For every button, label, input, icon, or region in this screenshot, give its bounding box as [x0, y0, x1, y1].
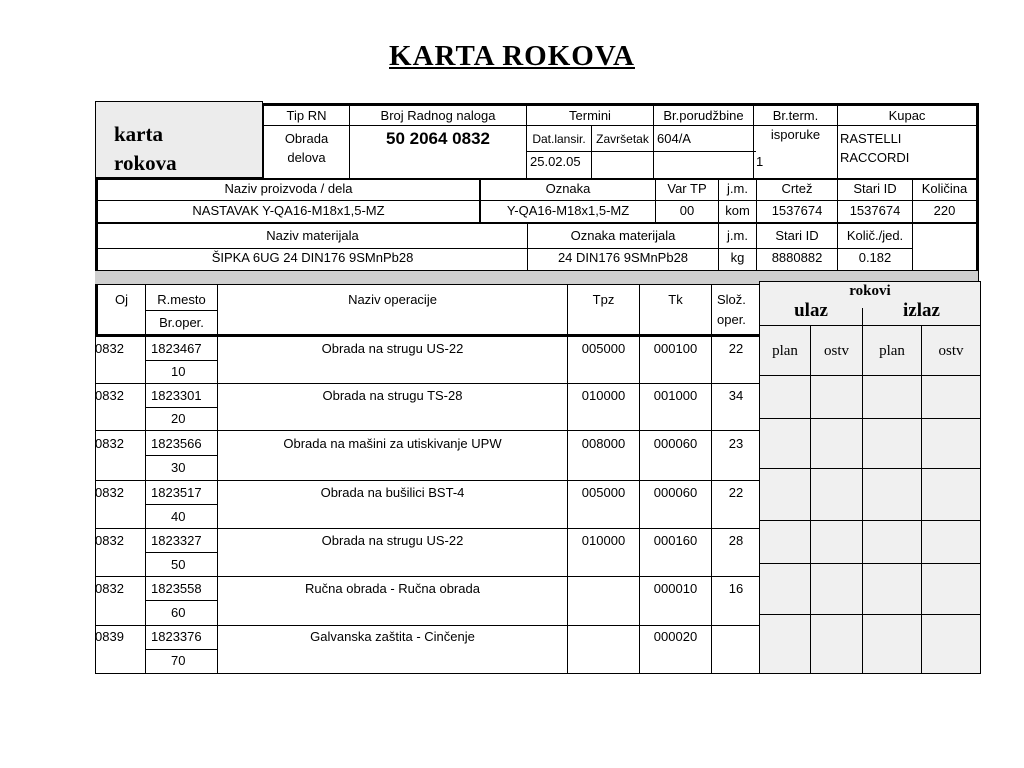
card-label [95, 101, 263, 178]
col-broper: Br.oper. [159, 315, 204, 330]
op5-rmesto: 1823327 [151, 533, 202, 548]
broj-naloga-label: Broj Radnog naloga [380, 108, 496, 123]
zavrsetak-label: Završetak [596, 132, 649, 146]
naziv-materijala-label: Naziv materijala [266, 228, 359, 243]
naziv-materijala-value: ŠIPKA 6UG 24 DIN176 9SMnPb28 [211, 250, 414, 265]
op2-tpz: 010000 [581, 388, 626, 403]
op3-tk: 000060 [653, 436, 698, 451]
op2-oj: 0832 [95, 388, 124, 403]
oznaka-value: Y-QA16-M18x1,5-MZ [506, 203, 630, 218]
op5-tk: 000160 [653, 533, 698, 548]
card-label-line2: rokova [114, 151, 177, 175]
op1-broper: 10 [171, 364, 186, 379]
tip-rn-value-1: Obrada [284, 131, 329, 146]
col-tpz: Tpz [592, 292, 615, 307]
jm-value: kom [725, 203, 750, 218]
op2-sloz: 34 [728, 388, 744, 403]
op3-broper: 30 [171, 460, 186, 475]
op3-rmesto: 1823566 [151, 436, 202, 451]
crtez-label: Crtež [781, 181, 813, 196]
op7-broper: 70 [171, 653, 186, 668]
material-stari-id-label: Stari ID [775, 228, 819, 243]
rokovi-ulaz: ulaz [794, 301, 828, 321]
br-term-value: 1 [756, 154, 764, 169]
op7-naziv: Galvanska zaštita - Cinčenje [310, 629, 475, 644]
var-tp-value: 00 [679, 203, 695, 218]
op3-naziv: Obrada na mašini za utiskivanje UPW [283, 436, 502, 451]
op5-sloz: 28 [728, 533, 744, 548]
rokovi-plan-ulaz: plan [772, 343, 798, 359]
br-term-label-2: isporuke [770, 127, 821, 142]
col-sloz-1: Slož. [717, 292, 746, 307]
op7-tk: 000020 [653, 629, 698, 644]
kupac-value-1: RASTELLI [840, 131, 902, 146]
op5-broper: 50 [171, 557, 186, 572]
op5-tpz: 010000 [581, 533, 626, 548]
op1-rmesto: 1823467 [151, 341, 202, 356]
material-jm-value: kg [730, 250, 745, 265]
crtez-value: 1537674 [771, 203, 823, 218]
op6-naziv: Ručna obrada - Ručna obrada [305, 581, 480, 596]
rokovi-ostv-izlaz: ostv [938, 343, 964, 359]
rokovi-izlaz: izlaz [903, 301, 940, 321]
op5-naziv: Obrada na strugu US-22 [321, 533, 464, 548]
material-stari-id-value: 8880882 [771, 250, 823, 265]
op7-rmesto: 1823376 [151, 629, 202, 644]
kolic-jed-label: Količ./jed. [846, 228, 904, 243]
op7-oj: 0839 [95, 629, 124, 644]
naziv-proizvoda-label: Naziv proizvoda / dela [224, 181, 353, 196]
stari-id-value: 1537674 [849, 203, 901, 218]
dat-lansir-value: 25.02.05 [530, 154, 581, 169]
page-title: KARTA ROKOVA [389, 40, 635, 72]
col-sloz-2: oper. [717, 312, 746, 327]
var-tp-label: Var TP [667, 181, 707, 196]
op6-rmesto: 1823558 [151, 581, 202, 596]
rokovi-background [759, 281, 981, 674]
op4-rmesto: 1823517 [151, 485, 202, 500]
op5-oj: 0832 [95, 533, 124, 548]
op3-sloz: 23 [728, 436, 744, 451]
kolicina-value: 220 [933, 203, 956, 218]
broj-naloga-value: 50 2064 0832 [386, 131, 490, 147]
kolic-jed-value: 0.182 [858, 250, 892, 265]
card-label-line1: karta [114, 122, 163, 146]
tip-rn-value-2: delova [287, 150, 326, 165]
termini-label: Termini [569, 108, 611, 123]
stari-id-label: Stari ID [853, 181, 897, 196]
col-rmesto: R.mesto [157, 292, 206, 307]
op4-oj: 0832 [95, 485, 124, 500]
br-term-label-1: Br.term. [772, 108, 819, 123]
op4-tpz: 005000 [581, 485, 626, 500]
op4-naziv: Obrada na bušilici BST-4 [320, 485, 465, 500]
op1-tk: 000100 [653, 341, 698, 356]
naziv-proizvoda-value: NASTAVAK Y-QA16-M18x1,5-MZ [192, 203, 385, 218]
op4-sloz: 22 [728, 485, 744, 500]
kolicina-label: Količina [921, 181, 968, 196]
rokovi-ostv-ulaz: ostv [823, 343, 849, 359]
op3-oj: 0832 [95, 436, 124, 451]
br-porudzbine-label: Br.porudžbine [663, 108, 744, 123]
material-jm-label: j.m. [727, 228, 748, 243]
op6-broper: 60 [171, 605, 186, 620]
op3-tpz: 008000 [581, 436, 626, 451]
op6-tk: 000010 [653, 581, 698, 596]
tip-rn-label: Tip RN [286, 108, 327, 123]
op1-oj: 0832 [95, 341, 124, 356]
kupac-label: Kupac [888, 108, 926, 123]
op1-tpz: 005000 [581, 341, 626, 356]
op1-naziv: Obrada na strugu US-22 [321, 341, 464, 356]
op4-broper: 40 [171, 509, 186, 524]
col-naziv-operacije: Naziv operacije [348, 292, 437, 307]
op1-sloz: 22 [728, 341, 744, 356]
col-tk: Tk [668, 292, 683, 307]
br-porudzbine-value: 604/A [657, 131, 691, 146]
op6-oj: 0832 [95, 581, 124, 596]
dat-lansir-label: Dat.lansir. [532, 132, 586, 146]
oznaka-materijala-value: 24 DIN176 9SMnPb28 [557, 250, 689, 265]
oznaka-label: Oznaka [545, 181, 591, 196]
jm-label: j.m. [727, 181, 748, 196]
op2-broper: 20 [171, 411, 186, 426]
rokovi-title: rokovi [849, 283, 891, 299]
kupac-value-2: RACCORDI [840, 150, 910, 165]
col-oj: Oj [115, 292, 128, 307]
rokovi-plan-izlaz: plan [879, 343, 905, 359]
op4-tk: 000060 [653, 485, 698, 500]
op2-rmesto: 1823301 [151, 388, 202, 403]
op6-sloz: 16 [728, 581, 744, 596]
op2-tk: 001000 [653, 388, 698, 403]
oznaka-materijala-label: Oznaka materijala [570, 228, 676, 243]
op2-naziv: Obrada na strugu TS-28 [322, 388, 463, 403]
